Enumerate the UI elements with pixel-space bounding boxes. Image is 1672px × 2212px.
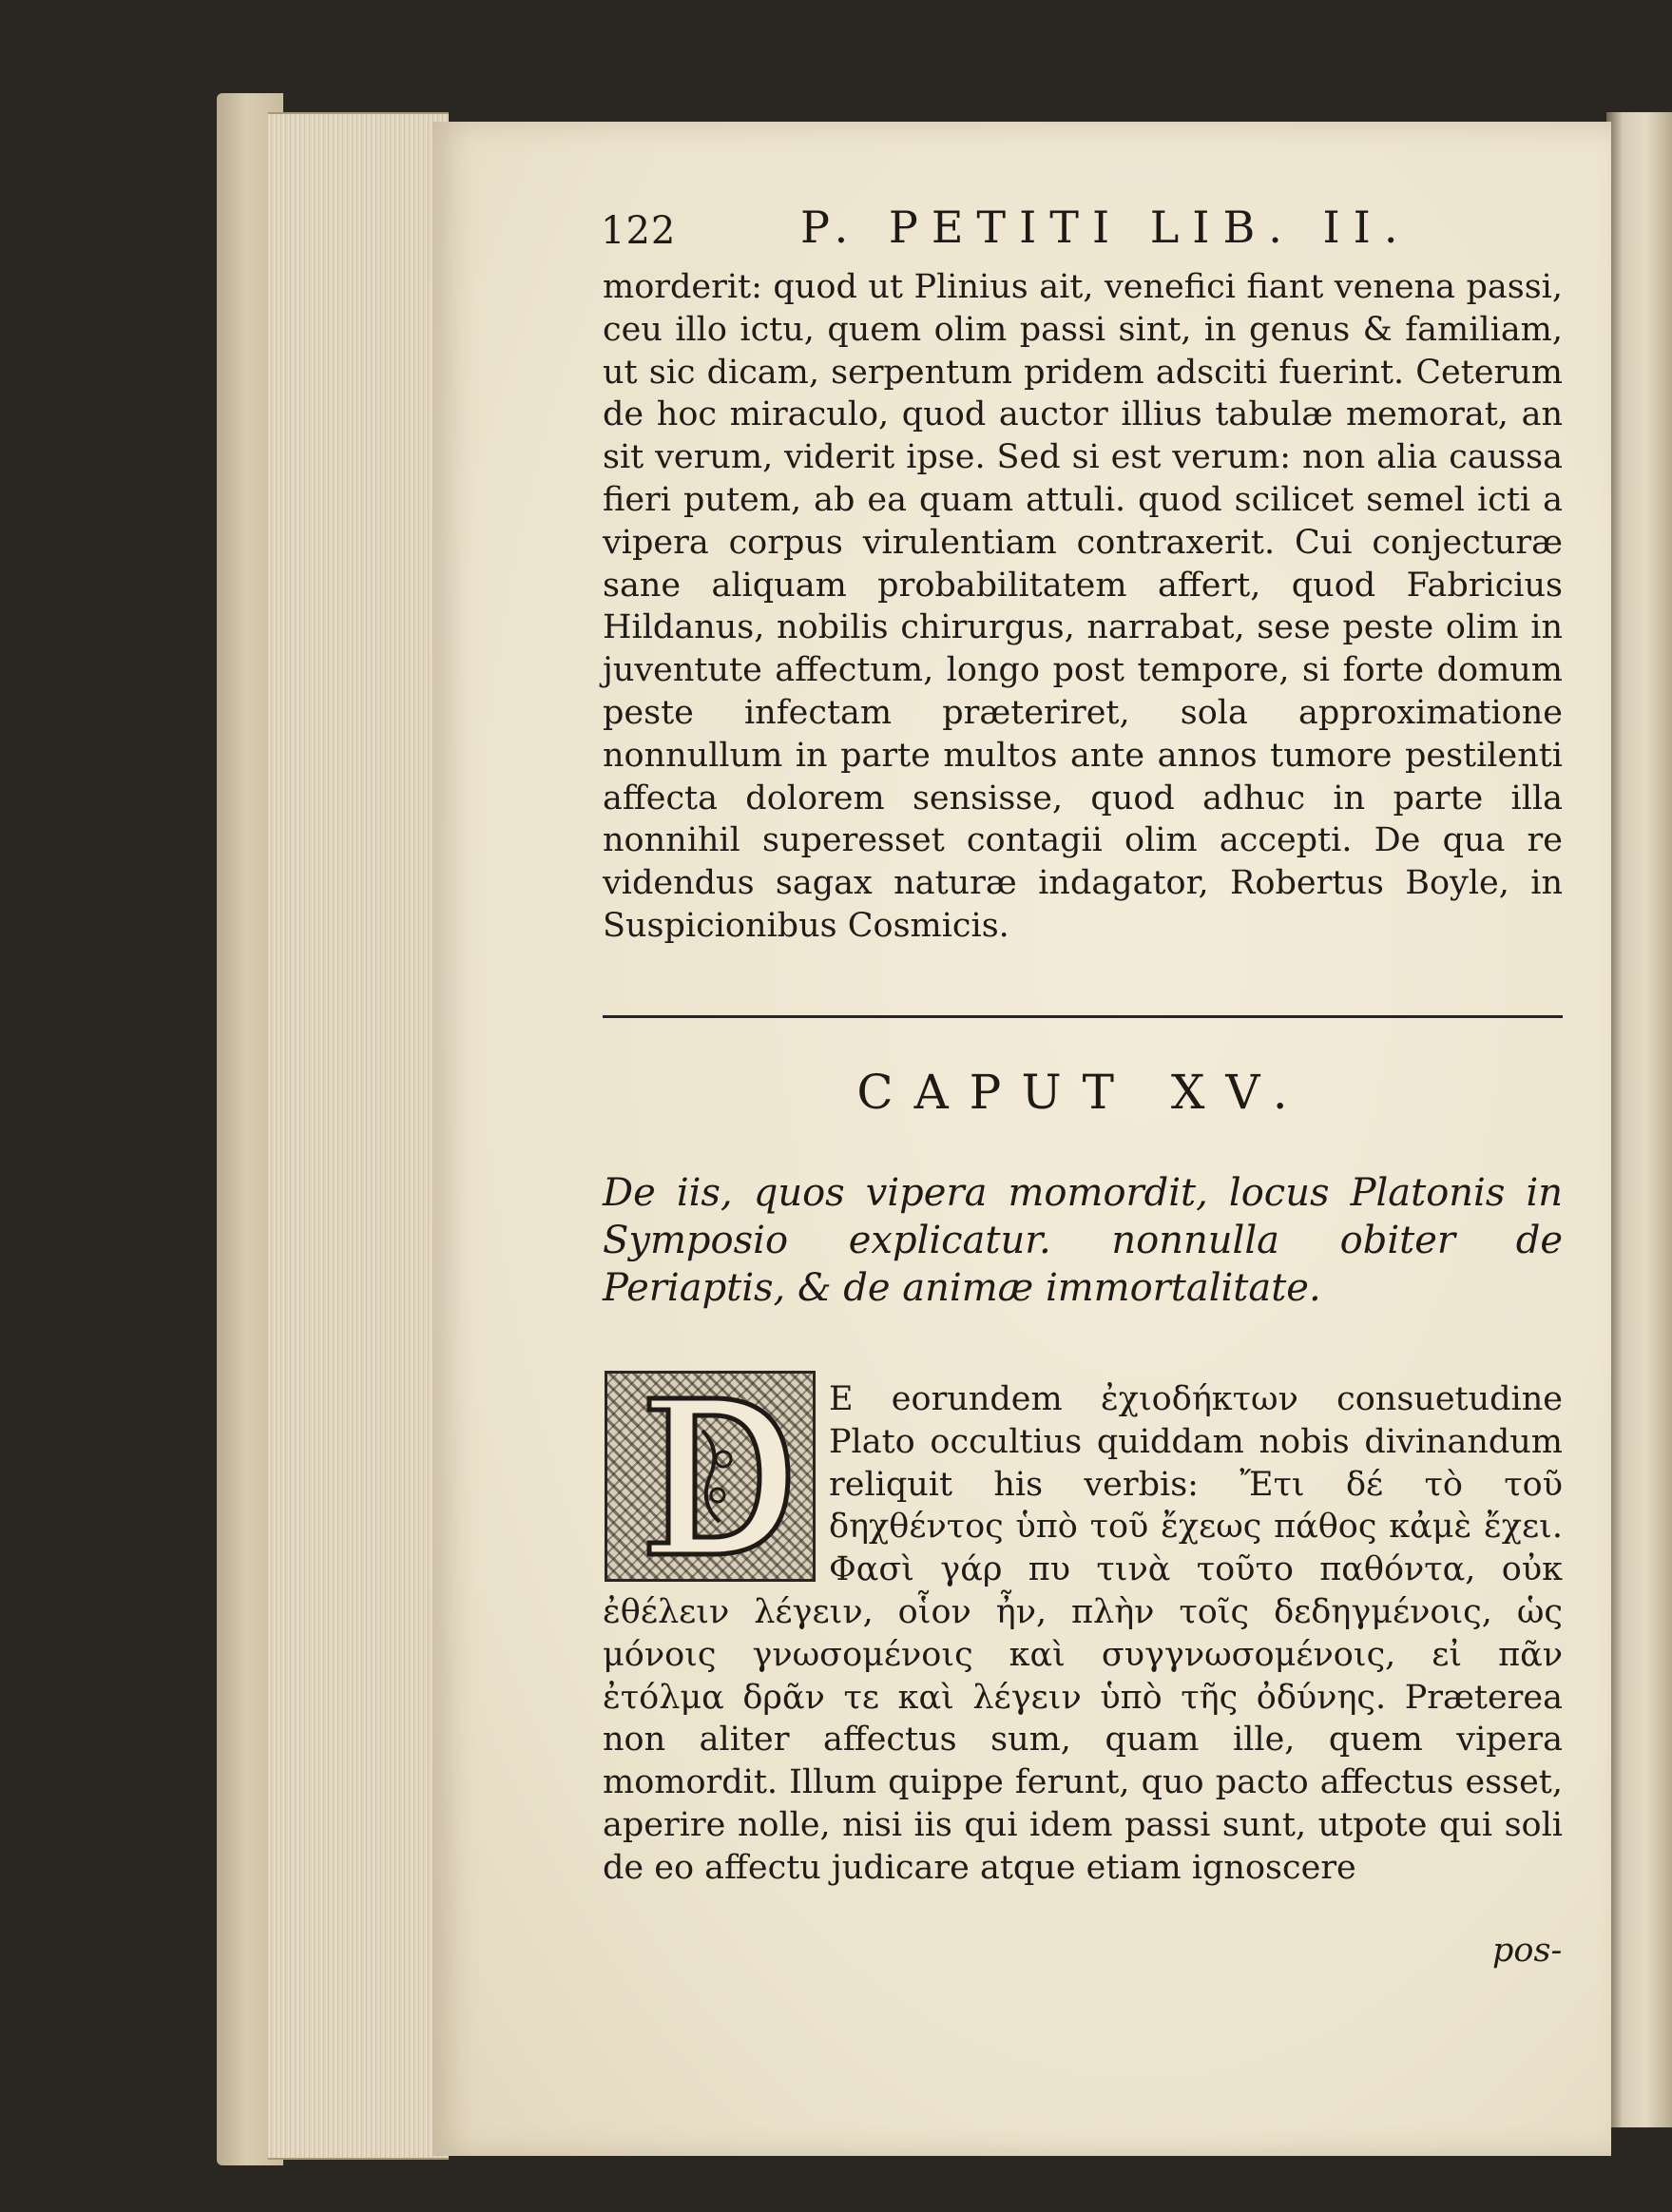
chapter-heading: CAPUT XV. [856, 1065, 1309, 1120]
paragraph-2-text: E eorundem ἐχιοδήκτων consuetudine Plato occultius quiddam nobis divinandum reliquit his verbis: Ἔτι δέ τὸ τοῦ δηχθέντος ὑπὸ τοῦ ἔχεως πάθος κἀμὲ ἔχει. Φασὶ γάρ πυ τινὰ τοῦτο παθόντα, οὐκ ἐθέλειν λέγειν, οἷον ἦν, πλὴν τοῖς δεδηγμένοις, ὡς μόνοις γνωσομένοις καὶ συγγνωσομένοις, εἰ πᾶν ἐτόλμα δρᾶν τε καὶ λέγειν ὑπὸ τῆς ὀδύνης. Præterea non aliter affectus sum, quam ille, quem vipera momordit. Illum quippe ferunt, quo pacto affectus esset, aperire nolle, nisi iis qui idem passi sunt, utpote qui soli de eo affectu judicare atque etiam ignoscere [603, 1380, 1563, 1887]
chapter-summary: De iis, quos vipera momordit, locus Platonis in Symposio explicatur. nonnulla obiter de Periaptis, & de animæ immortalitate. [603, 1171, 1563, 1310]
catchword: pos- [1492, 1932, 1563, 1970]
book-cover-right [1606, 112, 1672, 2127]
running-head-title: P. PETITI LIB. II. [800, 202, 1412, 253]
section-divider [603, 1015, 1563, 1018]
initial-spacer [603, 1378, 829, 1584]
paragraph-1: morderit: quod ut Plinius ait, venefici fiant venena passi, ceu illo ictu, quem olim passi sint, in genus & familiam, ut sic dicam, serpentum pridem adsciti fuerint. Ceterum de hoc miraculo, quod auctor illius tabulæ memorat, an sit verum, viderit ipse. Sed si est verum: non alia caussa fieri putem, ab ea quam attuli. quod scilicet semel icti a vipera corpus virulentiam contraxerit. Cui conjecturæ sane aliquam probabilitatem affert, quod Fabricius Hildanus, nobilis chirurgus, narrabat, sese peste olim in juventute affectum, longo post tempore, si forte domum peste infectam præteriret, sola approximatione nonnullum in parte multos ante annos tumore pestilenti affecta dolorem sensisse, quod adhuc in parte illa nonnihil superesset contagii olim accepti. De qua re videndus sagax naturæ indagator, Robertus Boyle, in Suspicionibus Cosmicis. [603, 268, 1563, 945]
page-edges [268, 112, 449, 2160]
running-head [601, 202, 1551, 268]
page-number: 122 [601, 209, 677, 253]
paragraph-2 [603, 1378, 1563, 1890]
